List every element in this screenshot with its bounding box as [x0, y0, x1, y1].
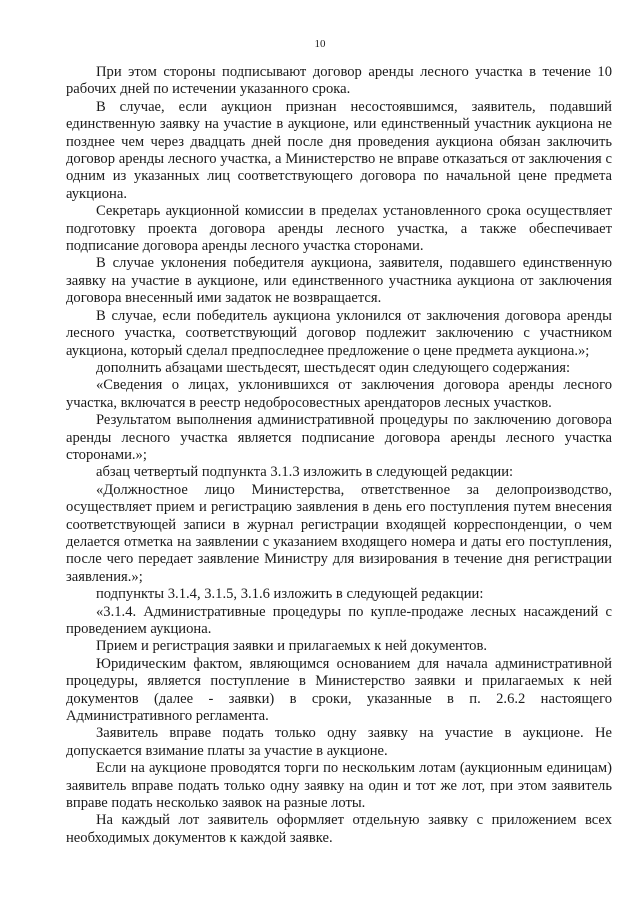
paragraph: Прием и регистрация заявки и прилагаемых к ней документов. [96, 638, 488, 655]
paragraph: Секретарь аукционной комиссии в пределах установленного срока осуществляет подготовку проекта договора аренды лесного участка, а также обеспечивает подписание договора аренды лесного участка сторонами. [66, 203, 612, 255]
paragraph: Если на аукционе проводятся торги по нескольким лотам (аукционным единицам) заявитель вправе подать только одну заявку на один и тот же лот, при этом заявитель вправе подать несколько заявок на разные лоты. [66, 760, 612, 812]
page-number: 10 [314, 38, 326, 50]
paragraph: В случае уклонения победителя аукциона, заявителя, подавшего единственную заявку на участие в аукционе, или единственного участника аукциона от заключения договора внесенный ими задаток не возвращается. [66, 255, 612, 307]
paragraph: В случае, если победитель аукциона уклонился от заключения договора аренды лесного участка, соответствующий договор подлежит заключению с участником аукциона, который сделал предпоследнее предложение о цене предмета аукциона.»; [66, 307, 612, 359]
paragraph: «Сведения о лицах, уклонившихся от заключения договора аренды лесного участка, включатся в реестр недобросовестных арендаторов лесных участков. [66, 377, 612, 411]
paragraph: абзац четвертый подпункта 3.1.3 изложить в следующей редакции: [96, 464, 514, 481]
paragraph: Юридическим фактом, являющимся основанием для начала административной процедуры, является поступление в Министерство заявки и прилагаемых к ней документов (далее - заявки) в сроки, указанные в п. 2.6.2 настоящего Административного регламента. [66, 655, 612, 725]
paragraph: дополнить абзацами шестьдесят, шестьдесят один следующего содержания: [96, 359, 571, 376]
paragraph: подпункты 3.1.4, 3.1.5, 3.1.6 изложить в следующей редакции: [96, 586, 484, 603]
paragraph: Результатом выполнения административной процедуры по заключению договора аренды лесного участка является подписание договора аренды лесного участка сторонами.»; [66, 412, 612, 463]
paragraph: «Должностное лицо Министерства, ответственное за делопроизводство, осуществляет прием и регистрацию заявления в день его поступления путем внесения соответствующей записи в журнал регистрации входящей корреспонденции, о чем делается отметка на заявлении с указанием входящего номера и даты его поступления, после чего передает заявление Министру для визирования в течение дня регистрации заявления.»; [66, 481, 612, 585]
document-body [66, 64, 612, 847]
paragraph: При этом стороны подписывают договор аренды лесного участка в течение 10 рабочих дней по истечении указанного срока. [66, 64, 612, 98]
paragraph: «3.1.4. Административные процедуры по купле-продаже лесных насаждений с проведением аукциона. [66, 603, 612, 637]
paragraph: В случае, если аукцион признан несостоявшимся, заявитель, подавший единственную заявку на участие в аукционе, или единственный участник аукциона не позднее чем через двадцать дней после дня проведения аукциона обязан заключить договор аренды лесного участка, а Министерство не вправе отказаться от заключения с одним из указанных лиц соответствующего договора по начальной цене предмета аукциона. [66, 98, 612, 202]
paragraph: Заявитель вправе подать только одну заявку на участие в аукционе. Не допускается взимание платы за участие в аукционе. [66, 725, 612, 759]
paragraph: На каждый лот заявитель оформляет отдельную заявку с приложением всех необходимых документов к каждой заявке. [66, 812, 612, 846]
